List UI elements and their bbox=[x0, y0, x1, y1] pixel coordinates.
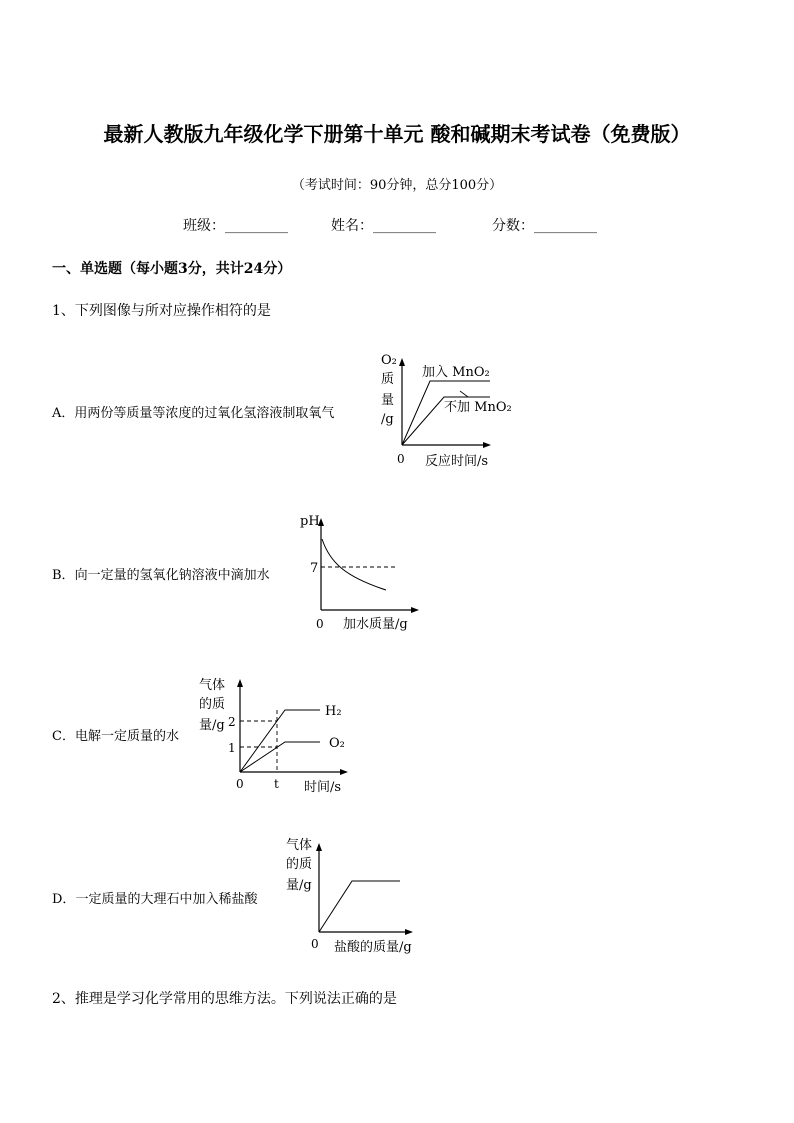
graph-d-xlabel: 盐酸的质量/g bbox=[334, 940, 412, 955]
graph-b-origin: 0 bbox=[316, 617, 324, 631]
question-1 bbox=[52, 300, 271, 320]
graph-a-x-arrow bbox=[483, 442, 491, 448]
graph-b bbox=[296, 505, 426, 635]
graph-d-y-arrow bbox=[316, 843, 322, 851]
graph-b-ylabel: pH bbox=[300, 514, 320, 529]
option-c bbox=[52, 725, 179, 744]
score-label: 分数： bbox=[492, 218, 534, 234]
graph-a-line1-label: 加入 MnO₂ bbox=[422, 365, 490, 380]
graph-c-xlabel: 时间/s bbox=[304, 780, 342, 795]
question-2-number: 2、 bbox=[52, 991, 75, 1007]
graph-c bbox=[195, 670, 355, 800]
graph-c-ylabel-3: 量/g bbox=[199, 718, 225, 733]
option-a-label: A． bbox=[52, 406, 75, 421]
graph-a-ylabel-2: 质 bbox=[381, 372, 395, 387]
graph-a-xlabel: 反应时间/s bbox=[425, 454, 489, 469]
question-1-number: 1、 bbox=[52, 303, 75, 319]
graph-a-ylabel-1: O₂ bbox=[381, 353, 397, 368]
graph-c-y-arrow bbox=[237, 679, 243, 687]
option-d-text: 一定质量的大理石中加入稀盐酸 bbox=[75, 892, 258, 907]
class-label: 班级： bbox=[183, 218, 225, 234]
section-title: 一、单选题（每小题3分，共计24分） bbox=[52, 261, 292, 277]
question-2-text: 推理是学习化学常用的思维方法。下列说法正确的是 bbox=[74, 991, 397, 1007]
graph-c-x-arrow bbox=[340, 769, 348, 775]
option-c-text: 电解一定质量的水 bbox=[74, 729, 179, 744]
option-d-label: D． bbox=[52, 892, 76, 907]
graph-a-line2-label: 不加 MnO₂ bbox=[444, 400, 512, 415]
question-2 bbox=[52, 988, 397, 1008]
graph-c-ylabel-2: 的质 bbox=[199, 697, 226, 712]
option-d bbox=[52, 888, 257, 907]
graph-c-line2-label: O₂ bbox=[329, 736, 345, 751]
graph-c-curve-o2 bbox=[240, 742, 320, 772]
graph-a-label-pointer bbox=[460, 391, 468, 397]
graph-d-ylabel-2: 的质 bbox=[286, 857, 313, 872]
graph-a-origin: 0 bbox=[397, 452, 405, 466]
class-field bbox=[183, 215, 288, 235]
name-blank: _________ bbox=[373, 218, 436, 234]
graph-d-origin: 0 bbox=[311, 937, 319, 951]
option-c-label: C． bbox=[52, 729, 75, 744]
score-field bbox=[492, 215, 597, 235]
exam-info: （考试时间：90分钟，总分100分） bbox=[291, 178, 503, 193]
graph-d-ylabel-1: 气体 bbox=[286, 838, 313, 853]
graph-c-tick-y2: 2 bbox=[228, 715, 236, 729]
option-a bbox=[52, 402, 334, 421]
class-blank: _________ bbox=[225, 218, 288, 234]
graph-a bbox=[374, 345, 519, 473]
name-label: 姓名： bbox=[331, 218, 373, 234]
option-b bbox=[52, 564, 270, 583]
graph-c-ylabel-1: 气体 bbox=[199, 678, 226, 693]
graph-c-line1-label: H₂ bbox=[325, 704, 342, 719]
graph-c-tick-t: t bbox=[274, 777, 279, 791]
name-field bbox=[331, 215, 436, 235]
score-blank: _________ bbox=[534, 218, 597, 234]
graph-a-y-arrow bbox=[399, 358, 405, 366]
graph-b-ph7-label: 7 bbox=[310, 561, 319, 576]
option-b-text: 向一定量的氢氧化钠溶液中滴加水 bbox=[74, 568, 270, 583]
option-a-text: 用两份等质量等浓度的过氧化氢溶液制取氧气 bbox=[74, 406, 335, 421]
graph-d-curve bbox=[319, 881, 400, 932]
graph-c-curve-h2 bbox=[240, 710, 320, 772]
graph-c-origin: 0 bbox=[236, 777, 244, 791]
page-title: 最新人教版九年级化学下册第十单元 酸和碱期末考试卷（免费版） bbox=[103, 122, 691, 146]
graph-d-ylabel-3: 量/g bbox=[286, 878, 312, 893]
graph-b-x-arrow bbox=[411, 607, 419, 613]
graph-d-x-arrow bbox=[405, 929, 413, 935]
graph-a-ylabel-4: /g bbox=[381, 412, 394, 427]
graph-b-xlabel: 加水质量/g bbox=[343, 617, 408, 632]
option-b-label: B． bbox=[52, 568, 75, 583]
question-1-text: 下列图像与所对应操作相符的是 bbox=[74, 303, 271, 319]
graph-d bbox=[282, 830, 422, 960]
graph-b-curve bbox=[322, 539, 386, 590]
graph-c-tick-y1: 1 bbox=[228, 741, 236, 755]
graph-a-ylabel-3: 量 bbox=[381, 393, 395, 408]
